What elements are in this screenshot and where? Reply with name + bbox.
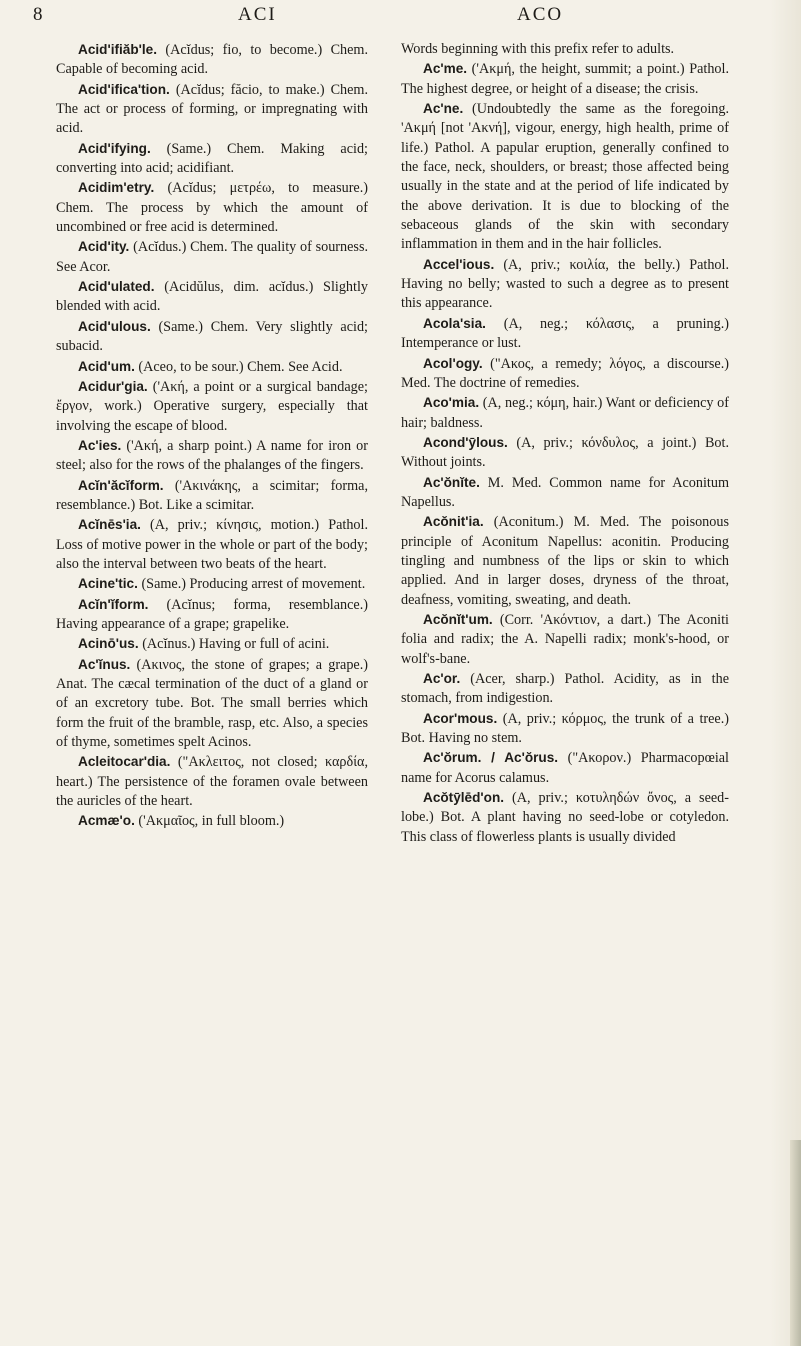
dictionary-entry [401, 433, 729, 473]
dictionary-entry [401, 473, 729, 513]
dictionary-entry [56, 80, 368, 139]
entry-definition: (A, neg.; κόλασις, a pruning.) Intemperance or lust. [401, 315, 729, 352]
entry-headword: Acŏnit'ia. [423, 514, 484, 530]
entry-definition: ('Ακμή, the height, summit; a point.) Pathol. The highest degree, or height of a disease; the crisis. [401, 61, 730, 97]
dictionary-entry [401, 354, 729, 394]
entry-headword: Acid'ulated. [78, 279, 155, 295]
right-column [401, 40, 729, 847]
entry-headword: Acol'ogy. [423, 355, 483, 371]
dictionary-entry [56, 752, 368, 811]
entry-definition: (Acĭdus.) Chem. The quality of sourness. See Acor. [56, 239, 369, 275]
entry-definition: (Acĭnus; forma, resemblance.) Having appearance of a grape; grapelike. [56, 596, 368, 632]
entry-headword: Acinō'us. [78, 636, 139, 652]
entry-definition: Words beginning with this prefix refer to adults. [401, 41, 675, 57]
entry-definition: (Same.) Chem. Very slightly acid; subacid. [56, 318, 369, 355]
entry-definition: (Acĭnus.) Having or full of acini. [142, 636, 330, 653]
binding-shadow [790, 1140, 801, 1346]
right-running-head: ACO [517, 4, 564, 25]
entry-headword: Acor'mous. [423, 710, 498, 726]
entry-headword: Acid'um. [78, 358, 135, 374]
entry-headword: Acid'ifica'tion. [78, 81, 170, 97]
dictionary-entry [56, 237, 368, 277]
dictionary-entry [401, 610, 729, 669]
dictionary-entry [56, 377, 368, 436]
dictionary-entry [56, 634, 368, 654]
entry-definition: ('Ακή, a sharp point.) A name for iron or steel; also for the rows of the phalanges of the fingers. [56, 437, 368, 474]
dictionary-entry [401, 314, 729, 354]
entry-definition: ("Ακορον.) Pharmacopœial name for Acorus calamus. [401, 750, 730, 786]
entry-headword: Accel'ious. [423, 256, 495, 272]
entry-headword: Ac'or. [423, 671, 461, 686]
dictionary-entry [56, 574, 368, 594]
dictionary-entry [56, 139, 368, 179]
dictionary-entry [56, 515, 368, 574]
entry-definition: M. Med. Common name for Aconitum Napellus. [401, 474, 730, 510]
dictionary-entry [56, 40, 368, 80]
entry-headword: Ac'ŏrum. / Ac'ŏrus. [423, 750, 559, 766]
dictionary-entry [401, 393, 729, 433]
entry-headword: Ac'me. [423, 61, 468, 77]
entry-headword: Acŏnĭt'um. [423, 611, 493, 627]
entry-definition: (Acidŭlus, dim. acĭdus.) Slightly blended with acid. [56, 279, 368, 315]
entry-definition: ("Ακλειτος, not closed; καρδία, heart.) The persistence of the foramen ovale between the auricles of the heart. [56, 754, 368, 810]
running-header [0, 4, 801, 32]
left-running-head: ACI [238, 4, 277, 25]
entry-definition: (Acĭdus; făcio, to make.) Chem. The act or process of forming, or impregnating with acid. [56, 81, 369, 137]
entry-headword: Acidim'etry. [78, 180, 155, 196]
entry-headword: Acleitocar'dia. [78, 754, 171, 770]
dictionary-entry [56, 655, 368, 753]
entry-definition: (A, priv.; κοιλία, the belly.) Pathol. Having no belly; wasted to such a degree as to present this appearance. [401, 256, 730, 312]
entry-headword: Acŏtȳlēd'on. [423, 790, 505, 806]
page-number: 8 [33, 4, 45, 25]
entry-headword: Acola'sia. [423, 315, 486, 331]
entry-headword: Aco'mia. [423, 395, 480, 411]
entry-definition: ("Ακος, a remedy; λόγος, a discourse.) Med. The doctrine of remedies. [401, 355, 729, 391]
dictionary-entry [56, 317, 368, 357]
dictionary-entry [56, 277, 368, 317]
entry-headword: Acĭn'ăcĭform. [78, 477, 164, 493]
entry-definition: (A, priv.; κίνησις, motion.) Pathol. Loss of motive power in the whole or part of the body; also the interval between two beats of the heart. [56, 517, 369, 572]
entry-definition: ('Ακμαῖος, in full bloom.) [138, 813, 285, 830]
dictionary-entry [401, 512, 729, 610]
dictionary-entry [56, 476, 368, 516]
entry-headword: Ac'ĭnus. [78, 656, 131, 672]
entry-definition: (Corr. 'Ακόντιον, a dart.) The Aconiti folia and radix; the A. Napelli radix; monk's-hood, or wolf's-bane. [401, 611, 730, 667]
dictionary-entry [56, 595, 368, 635]
entry-headword: Acine'tic. [78, 576, 138, 592]
entry-headword: Ac'ies. [78, 437, 122, 453]
entry-headword: Acid'ifiăb'le. [78, 42, 157, 57]
dictionary-entry [401, 709, 729, 749]
entry-definition: (Aconitum.) M. Med. The poisonous principle of Aconitum Napellus: aconitin. Producing tingling and numbness of the lips or skin to which applied. And in larger doses, dryness of the throat, deafness, vomiting, sweating, and death. [401, 514, 729, 608]
entry-definition: (A, priv.; κοτυληδών ὄνος, a seed-lobe.) Bot. A plant having no seed-lobe or cotyledon. This class of flowerless plants is usually divided [401, 790, 729, 845]
dictionary-entry [56, 357, 368, 377]
entry-definition: (Same.) Producing arrest of movement. [141, 576, 366, 593]
dictionary-entry [401, 99, 729, 255]
entry-headword: Ac'ŏnĭte. [423, 474, 480, 490]
left-column [56, 40, 368, 832]
entry-headword: Acĭn'ĭform. [78, 596, 149, 612]
entry-definition: (A, priv.; κόνδυλος, a joint.) Bot. Without joints. [401, 434, 729, 471]
dictionary-entry [401, 788, 729, 847]
dictionary-entry [401, 669, 729, 709]
dictionary-entry [401, 255, 729, 314]
dictionary-entry [401, 748, 729, 788]
entry-headword: Acond'ȳlous. [423, 434, 508, 450]
dictionary-entry [401, 40, 729, 59]
entry-definition: (Acer, sharp.) Pathol. Acidity, as in the stomach, from indigestion. [401, 671, 729, 707]
entry-headword: Acid'ifying. [78, 140, 151, 156]
entry-definition: (A, priv.; κόρμος, the trunk of a tree.) Bot. Having no stem. [401, 710, 729, 747]
entry-definition: (Aceo, to be sour.) Chem. See Acid. [138, 358, 343, 375]
entry-headword: Acmæ'o. [78, 813, 135, 829]
entry-definition: (Undoubtedly the same as the foregoing. 'Ακμή [not 'Ακνή], vigour, energy, high health, prime of life.) Pathol. A papular eruption, generally confined to the face, neck, shoulders, or breast; those affected being usually in the state and at the period of life indicated by the above derivation. It is due to blocking of the sebaceous glands of the skin with secondary inflammation in them and in the hair follicles. [401, 101, 729, 253]
dictionary-entry [56, 436, 368, 476]
entry-headword: Acĭnēs'ia. [78, 517, 141, 533]
entry-definition: (Acĭdus; μετρέω, to measure.) Chem. The process by which the amount of uncombined or free acid is determined. [56, 180, 368, 236]
entry-definition: (Acĭdus; fio, to become.) Chem. Capable of becoming acid. [56, 42, 369, 78]
entry-definition: ('Ακή, a point or a surgical bandage; ἔργον, work.) Operative surgery, especially that involving the escape of blood. [56, 378, 368, 434]
entry-headword: Acidur'gia. [78, 378, 148, 394]
entry-headword: Ac'ne. [423, 101, 464, 117]
dictionary-entry [56, 811, 368, 831]
dictionary-entry [401, 59, 729, 99]
entry-definition: (Ακινος, the stone of grapes; a grape.) Anat. The cæcal termination of the duct of a gland or of an excretory tube. Bot. The small berries which form the fruit of the bramble, rasp, etc. Also, a species of thyme, sometimes spelt Acinos. [56, 656, 369, 751]
entry-headword: Acid'ity. [78, 239, 130, 255]
entry-definition: (Same.) Chem. Making acid; converting into acid; acidifiant. [56, 140, 368, 177]
dictionary-entry [56, 178, 368, 237]
entry-headword: Acid'ulous. [78, 318, 151, 334]
entry-definition: (A, neg.; κόμη, hair.) Want or deficiency of hair; baldness. [401, 395, 730, 431]
entry-definition: ('Ακινάκης, a scimitar; forma, resemblance.) Bot. Like a scimitar. [56, 477, 369, 513]
